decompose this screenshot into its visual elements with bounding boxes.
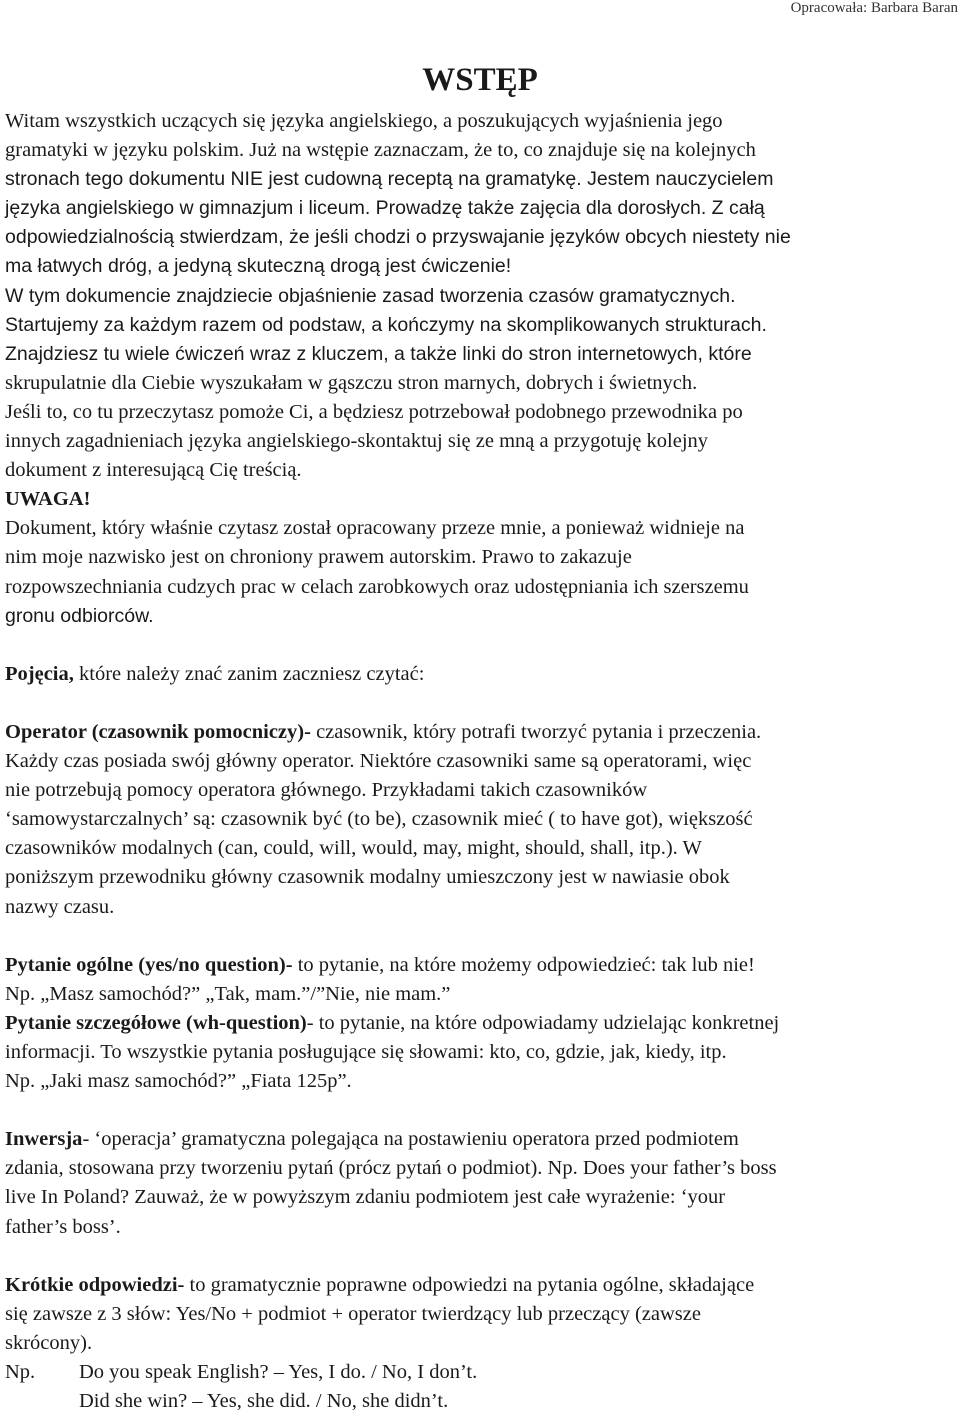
warning-line: Dokument, który właśnie czytasz został opracowany przeze mnie, a ponieważ widnieje na	[5, 517, 745, 540]
operator-line: Każdy czas posiada swój główny operator. Niektóre czasowniki same są operatorami, więc	[5, 750, 752, 773]
intro-line: gramatyki w języku polskim. Już na wstępie zaznaczam, że to, co znajduje się na kolejnych	[5, 139, 756, 162]
spacer	[5, 922, 959, 951]
yesno-term: Pytanie ogólne (yes/no question)-	[5, 953, 293, 976]
warning-line: gronu odbiorców.	[5, 604, 154, 627]
intro-line: innych zagadnieniach języka angielskiego-skontaktuj się ze mną a przygotuję kolejny	[5, 430, 709, 453]
page-title: WSTĘP	[422, 62, 538, 98]
inversion-definition	[5, 1125, 959, 1154]
spacer	[5, 1242, 959, 1271]
operator-line: nazwy czasu.	[5, 895, 115, 918]
yesno-text: to pytanie, na które możemy odpowiedzieć: tak lub nie!	[292, 953, 755, 976]
operator-term: Operator (czasownik pomocniczy)-	[5, 720, 311, 743]
document-body	[5, 107, 959, 1416]
intro-line: Witam wszystkich uczących się języka angielskiego, a poszukujących wyjaśnienia jego	[5, 110, 723, 132]
short-term: Krótkie odpowiedzi-	[5, 1273, 185, 1296]
yesno-example: Np. „Masz samochód?” „Tak, mam.”/”Nie, nie mam.”	[5, 982, 451, 1005]
inversion-text: - ‘operacja’ gramatyczna polegająca na postawieniu operatora przed podmiotem	[82, 1128, 739, 1151]
yesno-definition	[5, 951, 959, 980]
short-line: się zawsze z 3 słów: Yes/No + podmiot + operator twierdzący lub przeczący (zawsze	[5, 1302, 701, 1325]
inversion-term: Inwersja	[5, 1128, 83, 1151]
inversion-line: live In Poland? Zauważ, że w powyższym zdaniu podmiotem jest całe wyrażenie: ‘your	[5, 1186, 726, 1209]
spacer	[5, 1096, 959, 1125]
wh-line: informacji. To wszystkie pytania posługujące się słowami: kto, co, gdzie, jak, kiedy, itp.	[5, 1041, 727, 1063]
short-text: to gramatycznie poprawne odpowiedzi na pytania ogólne, składające	[184, 1273, 755, 1296]
warning-line: nim moje nazwisko jest on chroniony prawem autorskim. Prawo to zakazuje	[5, 546, 632, 569]
concepts-heading-bold: Pojęcia,	[5, 662, 74, 685]
wh-term: Pytanie szczegółowe (wh-question)	[5, 1011, 307, 1034]
short-example-row	[5, 1358, 959, 1387]
operator-definition	[5, 718, 959, 747]
warning-heading: UWAGA!	[5, 488, 91, 511]
short-example: Do you speak English? – Yes, I do. / No, I don’t.	[79, 1361, 478, 1384]
intro-line: dokument z interesującą Cię treścią.	[5, 459, 302, 482]
intro-line: skrupulatnie dla Ciebie wyszukałam w gąszczu stron marnych, dobrych i świetnych.	[5, 371, 698, 394]
wh-text: - to pytanie, na które odpowiadamy udzielając konkretnej	[306, 1011, 780, 1034]
example-label: Np.	[5, 1361, 36, 1384]
wh-example: Np. „Jaki masz samochód?” „Fiata 125p”.	[5, 1070, 352, 1093]
warning-line: rozpowszechniania cudzych prac w celach zarobkowych oraz udostępniania ich szerszemu	[5, 575, 749, 598]
intro-line: języka angielskiego w gimnazjum i liceum. Prowadzę także zajęcia dla dorosłych. Z całą	[5, 197, 765, 220]
operator-line: ‘samowystarczalnych’ są: czasownik być (to be), czasownik mieć ( to have got), większość	[5, 808, 753, 831]
intro-line: Jeśli to, co tu przeczytasz pomoże Ci, a będziesz potrzebował podobnego przewodnika po	[5, 400, 743, 423]
short-line: skrócony).	[5, 1331, 93, 1354]
intro-line: stronach tego dokumentu NIE jest cudowną receptą na gramatykę. Jestem nauczycielem	[5, 168, 774, 191]
operator-line: poniższym przewodniku główny czasownik modalny umieszczony jest w nawiasie obok	[5, 866, 730, 889]
concepts-heading-text: które należy znać zanim zaczniesz czytać:	[73, 662, 425, 685]
intro-line: W tym dokumencie znajdziecie objaśnienie zasad tworzenia czasów gramatycznych.	[5, 284, 736, 307]
concepts-heading	[5, 660, 959, 689]
wh-definition	[5, 1009, 959, 1038]
author-header: Opracowała: Barbara Baran	[790, 0, 958, 16]
inversion-line: zdania, stosowana przy tworzeniu pytań (prócz pytań o podmiot). Np. Does your father’s boss	[5, 1157, 777, 1180]
operator-text: czasownik, który potrafi tworzyć pytania i przeczenia.	[310, 720, 762, 743]
intro-line: ma łatwych dróg, a jedyną skuteczną drogą jest ćwiczenie!	[5, 255, 512, 278]
short-definition	[5, 1271, 959, 1300]
short-example: Did she win? – Yes, she did. / No, she didn’t.	[79, 1390, 449, 1413]
inversion-line: father’s boss’.	[5, 1215, 121, 1238]
operator-line: nie potrzebują pomocy operatora głównego. Przykładami takich czasowników	[5, 779, 648, 802]
spacer	[5, 631, 959, 660]
intro-line: Startujemy za każdym razem od podstaw, a kończymy na skomplikowanych strukturach.	[5, 313, 767, 336]
intro-line: odpowiedzialnością stwierdzam, że jeśli chodzi o przyswajanie języków obcych niestety nie	[5, 226, 791, 249]
spacer	[5, 689, 959, 718]
operator-line: czasowników modalnych (can, could, will, would, may, might, should, shall, itp.). W	[5, 837, 702, 860]
intro-line: Znajdziesz tu wiele ćwiczeń wraz z kluczem, a także linki do stron internetowych, które	[5, 342, 752, 365]
